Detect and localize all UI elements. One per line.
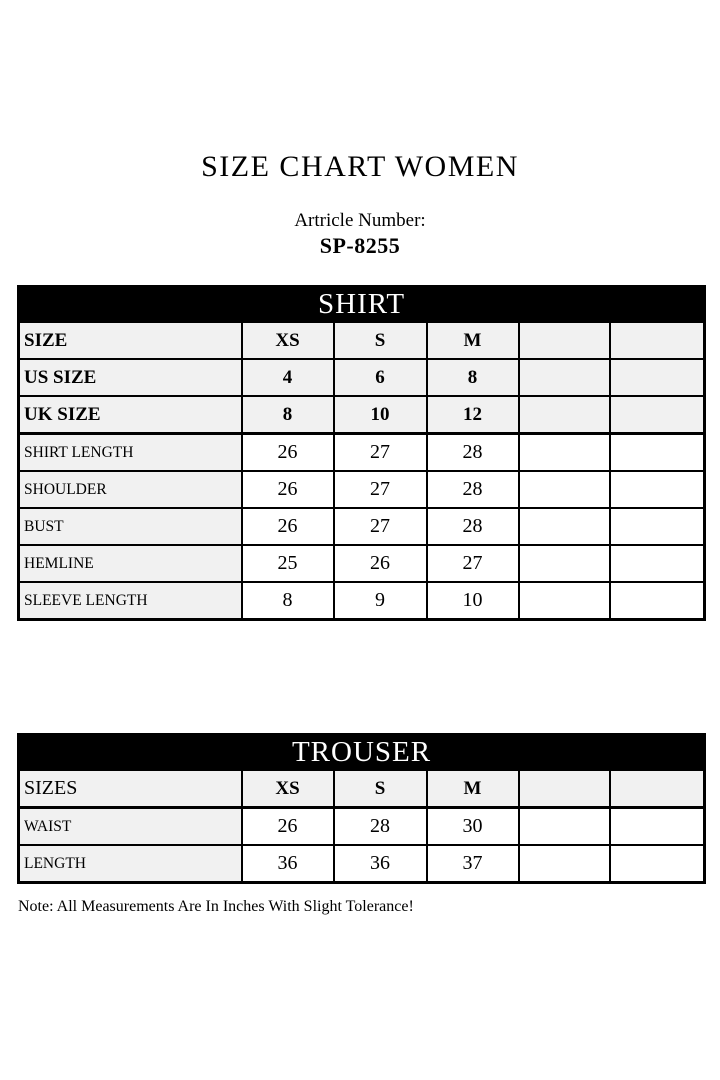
cell-value: 10 bbox=[427, 582, 519, 620]
cell-value bbox=[519, 845, 610, 883]
cell-value: XS bbox=[242, 770, 334, 808]
shirt-table-title: SHIRT bbox=[19, 287, 705, 323]
cell-value: M bbox=[427, 770, 519, 808]
cell-value: 26 bbox=[242, 471, 334, 508]
row-label: BUST bbox=[19, 508, 242, 545]
cell-value: 36 bbox=[334, 845, 427, 883]
cell-value: S bbox=[334, 322, 427, 359]
trouser-row-waist bbox=[19, 808, 705, 846]
row-label: LENGTH bbox=[19, 845, 242, 883]
cell-value bbox=[519, 508, 610, 545]
measurement-note: Note: All Measurements Are In Inches With Slight Tolerance! bbox=[18, 898, 414, 915]
trouser-row-length bbox=[19, 845, 705, 883]
cell-value bbox=[610, 845, 705, 883]
cell-value bbox=[610, 582, 705, 620]
row-label: HEMLINE bbox=[19, 545, 242, 582]
cell-value: XS bbox=[242, 322, 334, 359]
cell-value bbox=[610, 808, 705, 846]
cell-value: 27 bbox=[427, 545, 519, 582]
cell-value bbox=[519, 582, 610, 620]
cell-value: 12 bbox=[427, 396, 519, 434]
cell-value bbox=[519, 545, 610, 582]
cell-value bbox=[610, 471, 705, 508]
page-title: SIZE CHART WOMEN bbox=[201, 150, 519, 183]
cell-value bbox=[519, 471, 610, 508]
row-label: US SIZE bbox=[19, 359, 242, 396]
row-label: SLEEVE LENGTH bbox=[19, 582, 242, 620]
cell-value bbox=[519, 808, 610, 846]
row-label: SHIRT LENGTH bbox=[19, 434, 242, 472]
cell-value: 27 bbox=[334, 471, 427, 508]
article-number-label: Artricle Number: bbox=[294, 210, 426, 231]
article-number-value: SP-8255 bbox=[319, 233, 401, 258]
row-label: UK SIZE bbox=[19, 396, 242, 434]
cell-value bbox=[519, 770, 610, 808]
cell-value: S bbox=[334, 770, 427, 808]
cell-value: 28 bbox=[427, 471, 519, 508]
cell-value bbox=[610, 322, 705, 359]
shirt-row-uk-size bbox=[19, 396, 705, 434]
cell-value: 27 bbox=[334, 434, 427, 472]
cell-value: 26 bbox=[242, 808, 334, 846]
cell-value: 36 bbox=[242, 845, 334, 883]
cell-value: 8 bbox=[242, 396, 334, 434]
row-label: SHOULDER bbox=[19, 471, 242, 508]
cell-value bbox=[610, 359, 705, 396]
cell-value bbox=[610, 396, 705, 434]
shirt-row-shoulder bbox=[19, 471, 705, 508]
shirt-size-table bbox=[17, 285, 706, 621]
cell-value bbox=[519, 396, 610, 434]
shirt-row-us-size bbox=[19, 359, 705, 396]
cell-value: 4 bbox=[242, 359, 334, 396]
trouser-size-table bbox=[17, 733, 706, 884]
row-label: SIZES bbox=[19, 770, 242, 808]
cell-value bbox=[610, 434, 705, 472]
cell-value: 26 bbox=[334, 545, 427, 582]
shirt-row-shirt-length bbox=[19, 434, 705, 472]
shirt-table-title-row bbox=[19, 287, 705, 323]
shirt-row-sleeve-length bbox=[19, 582, 705, 620]
cell-value: 28 bbox=[427, 434, 519, 472]
cell-value: 8 bbox=[242, 582, 334, 620]
cell-value: 26 bbox=[242, 434, 334, 472]
cell-value: 28 bbox=[334, 808, 427, 846]
row-label: WAIST bbox=[19, 808, 242, 846]
cell-value: 30 bbox=[427, 808, 519, 846]
cell-value: M bbox=[427, 322, 519, 359]
cell-value bbox=[519, 434, 610, 472]
cell-value: 8 bbox=[427, 359, 519, 396]
cell-value: 27 bbox=[334, 508, 427, 545]
cell-value bbox=[519, 322, 610, 359]
cell-value: 6 bbox=[334, 359, 427, 396]
row-label: SIZE bbox=[19, 322, 242, 359]
cell-value: 26 bbox=[242, 508, 334, 545]
cell-value: 25 bbox=[242, 545, 334, 582]
shirt-row-size bbox=[19, 322, 705, 359]
trouser-table-title: TROUSER bbox=[19, 735, 705, 771]
cell-value: 37 bbox=[427, 845, 519, 883]
cell-value bbox=[519, 359, 610, 396]
cell-value: 10 bbox=[334, 396, 427, 434]
cell-value: 9 bbox=[334, 582, 427, 620]
cell-value: 28 bbox=[427, 508, 519, 545]
cell-value bbox=[610, 770, 705, 808]
shirt-row-bust bbox=[19, 508, 705, 545]
trouser-row-sizes bbox=[19, 770, 705, 808]
shirt-row-hemline bbox=[19, 545, 705, 582]
cell-value bbox=[610, 545, 705, 582]
trouser-table-title-row bbox=[19, 735, 705, 771]
cell-value bbox=[610, 508, 705, 545]
